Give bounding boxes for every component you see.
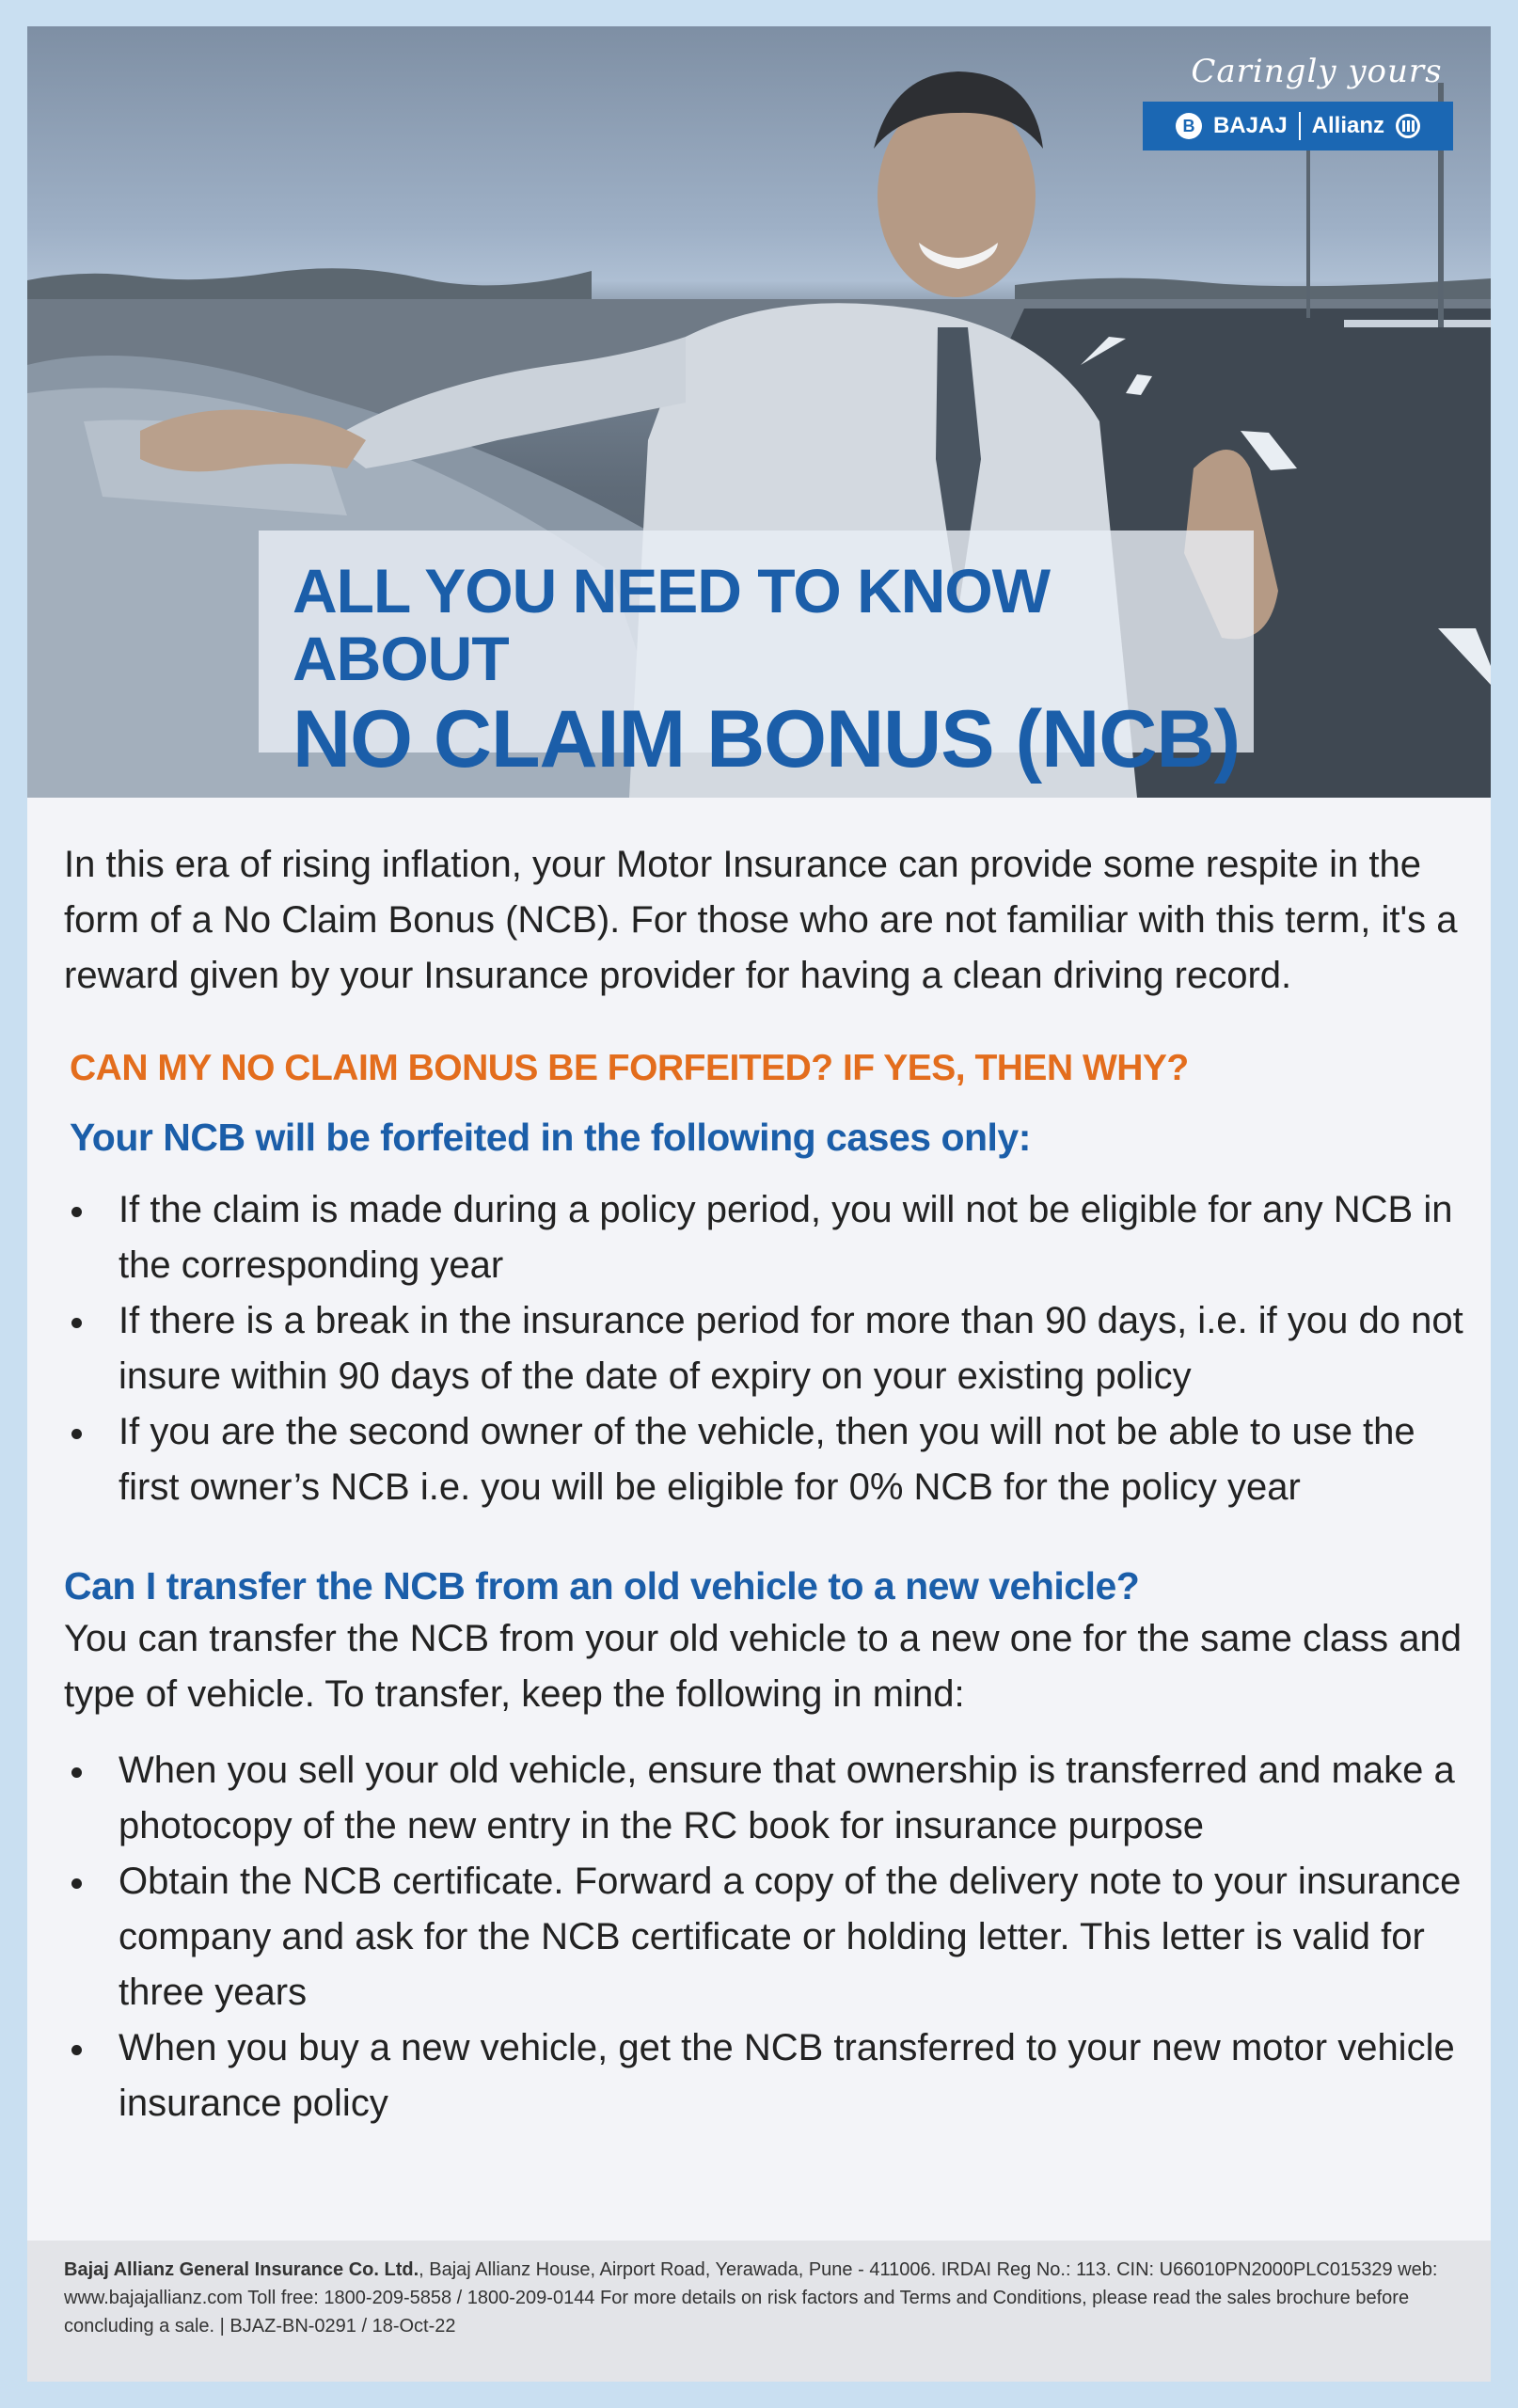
transfer-paragraph: You can transfer the NCB from your old vehicle to a new one for the same class and type of vehicle. To transfer, keep the following in mind: <box>64 1618 1462 1715</box>
brand-tagline: Caringly yours <box>1191 53 1443 90</box>
forfeit-question: CAN MY NO CLAIM BONUS BE FORFEITED? IF YES, THEN WHY? <box>70 1048 1189 1088</box>
bajaj-b-icon: B <box>1176 113 1202 139</box>
hero-title-line1: ALL YOU NEED TO KNOW ABOUT <box>293 556 1051 693</box>
list-item: Obtain the NCB certificate. Forward a copy of the delivery note to your insurance company and ask for the NCB certificate or holding letter. This letter is valid for three years <box>64 1854 1465 2020</box>
allianz-eagle-icon <box>1396 114 1420 138</box>
logo-allianz-text: Allianz <box>1311 113 1385 138</box>
list-item: If the claim is made during a policy period, you will not be eligible for any NCB in the corresponding year <box>64 1182 1465 1293</box>
transfer-question: Can I transfer the NCB from an old vehicle to a new vehicle? <box>64 1564 1140 1608</box>
logo-bajaj-text: BAJAJ <box>1212 113 1288 138</box>
list-item: If there is a break in the insurance period for more than 90 days, i.e. if you do not insure within 90 days of the date of expiry on your existing policy <box>64 1293 1465 1404</box>
list-item: When you buy a new vehicle, get the NCB transferred to your new motor vehicle insurance policy <box>64 2020 1465 2131</box>
logo-divider <box>1299 112 1301 140</box>
bajaj-allianz-logo <box>1143 102 1453 150</box>
hero-title-line2: NO CLAIM BONUS (NCB) <box>293 694 1241 784</box>
footer-text: , Bajaj Allianz House, Airport Road, Yerawada, Pune - 411006. IRDAI Reg No.: 113. CIN: U66010PN2000PLC015329 web: www.bajajallianz.com Toll free: 1800-209-5858 / 1800-209-0144 For more details on risk factors and Terms and Conditions, please read the sales brochure before concluding a sale. | BJAZ-BN-0291 / 18-Oct-22 <box>64 2259 1438 2337</box>
disclaimer-footer <box>27 2241 1491 2382</box>
forfeit-list <box>64 1182 1465 1515</box>
hero-title-box <box>259 531 1254 784</box>
main-content <box>64 837 1465 2131</box>
brand-block <box>1143 53 1453 150</box>
list-item: When you sell your old vehicle, ensure that ownership is transferred and make a photocopy of the new entry in the RC book for insurance purpose <box>64 1743 1465 1854</box>
transfer-list <box>64 1743 1465 2131</box>
list-item: If you are the second owner of the vehicle, then you will not be able to use the first owner’s NCB i.e. you will be eligible for 0% NCB for the policy year <box>64 1404 1465 1515</box>
footer-company-name: Bajaj Allianz General Insurance Co. Ltd. <box>64 2259 419 2280</box>
advertisement-card <box>27 26 1491 2382</box>
forfeit-subheading: Your NCB will be forfeited in the following cases only: <box>70 1116 1031 1159</box>
hero-banner <box>27 26 1491 798</box>
intro-paragraph: In this era of rising inflation, your Motor Insurance can provide some respite in the form of a No Claim Bonus (NCB). For those who are not familiar with this term, it's a reward given by your Insurance provider for having a clean driving record. <box>64 844 1458 996</box>
